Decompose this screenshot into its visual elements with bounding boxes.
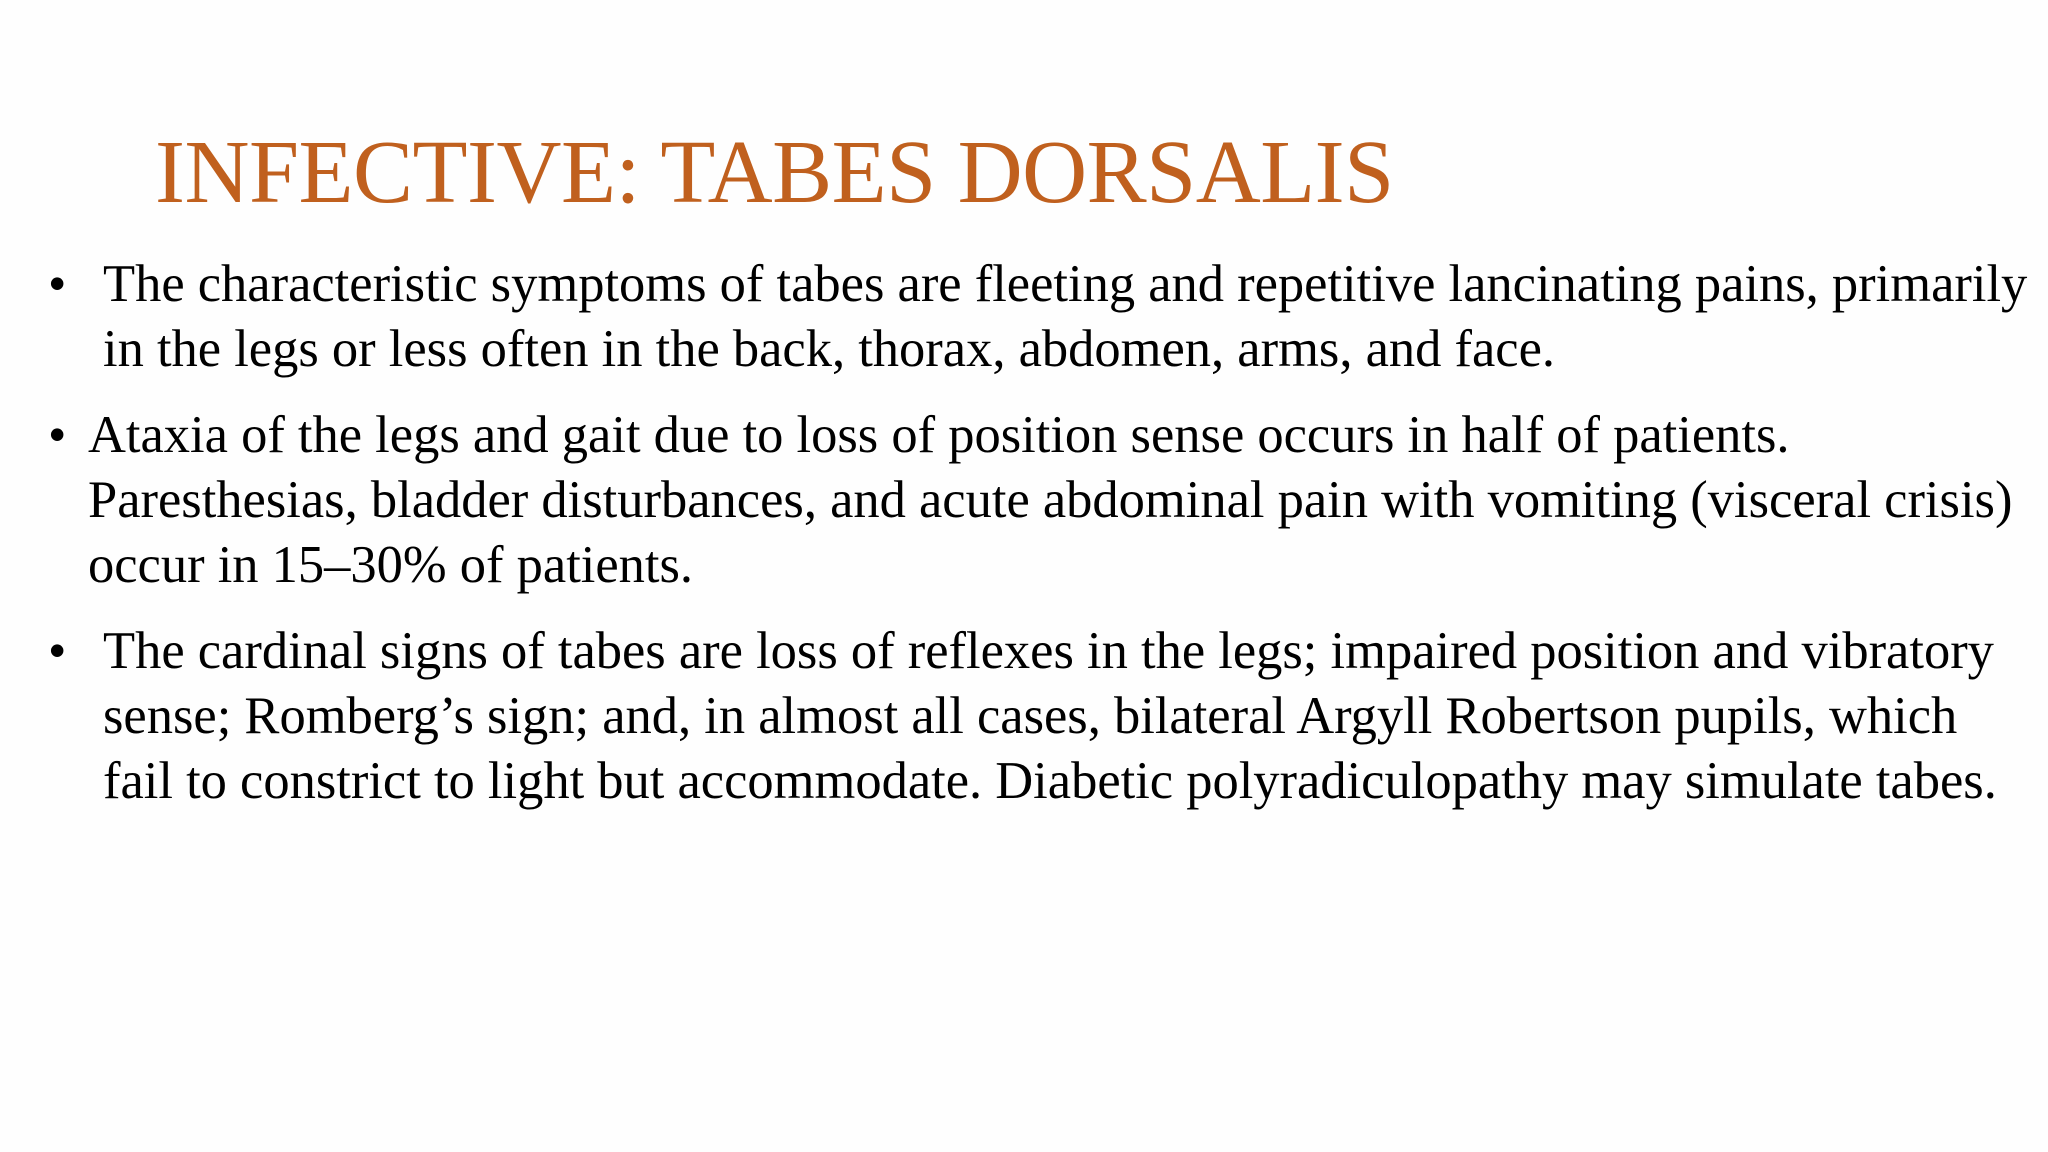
bullet-list — [0, 252, 2048, 835]
bullet-item — [0, 252, 2048, 382]
slide-title: INFECTIVE: TABES DORSALIS — [155, 123, 1394, 222]
bullet-text: The cardinal signs of tabes are loss of reflexes in the legs; impaired position and vibratory sense; Romberg’s sign; and, in almost all cases, bilateral Argyll Robertson pupils, which fail to constrict to light but accommodate. Diabetic polyradiculopathy may simulate tabes. — [103, 622, 1997, 810]
bullet-icon: • — [48, 406, 67, 464]
bullet-icon: • — [48, 622, 67, 680]
bullet-text: Ataxia of the legs and gait due to loss of position sense occurs in half of patients. Paresthesias, bladder disturbances, and acute abdominal pain with vomiting (visceral crisis) occur in 15–30% of patients. — [88, 406, 2013, 594]
bullet-item — [0, 619, 2048, 814]
bullet-icon: • — [48, 255, 67, 313]
bullet-item — [0, 403, 2048, 598]
bullet-text: The characteristic symptoms of tabes are fleeting and repetitive lancinating pains, primarily in the legs or less often in the back, thorax, abdomen, arms, and face. — [103, 255, 2028, 378]
